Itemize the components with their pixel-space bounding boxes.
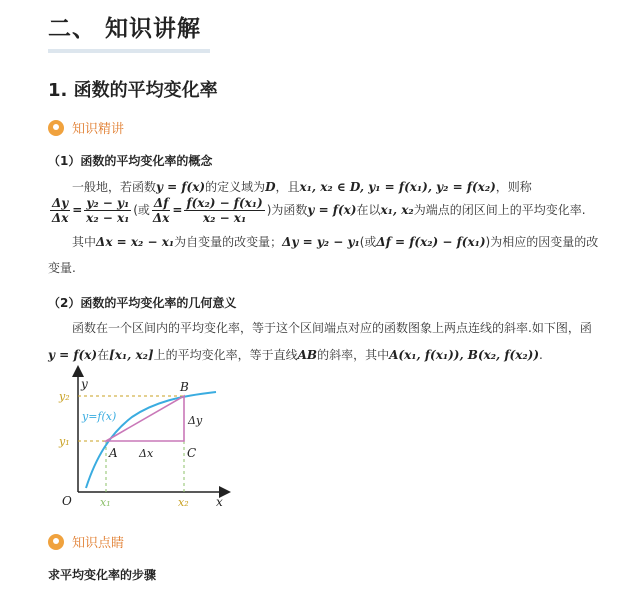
text: )为相应的因变量的改 xyxy=(485,235,599,249)
text: 在 xyxy=(97,348,110,362)
text: 其中 xyxy=(72,235,97,249)
text: ，且 xyxy=(275,180,300,194)
math-points: x₁, x₂ ∈ D, y₁ = f(x₁), y₂ = f(x₂) xyxy=(299,180,496,194)
x1-label: x₁ xyxy=(100,496,111,509)
section-title: 二、 知识讲解 xyxy=(48,16,202,42)
math-delta-y: Δy = y₂ − y₁ xyxy=(282,235,360,249)
text: 上的平均变化率，等于直线 xyxy=(153,348,298,362)
denominator: x₂ − x₁ xyxy=(202,211,247,225)
x-axis-label: x xyxy=(216,495,223,509)
subsection-title: 1. 函数的平均变化率 xyxy=(48,80,218,101)
text: (或 xyxy=(359,235,377,249)
math-delta-x: Δx = x₂ − x₁ xyxy=(96,235,175,249)
concept-heading: （1）函数的平均变化率的概念 xyxy=(48,154,213,168)
text: . xyxy=(539,348,543,362)
definition-line-1 xyxy=(72,178,532,195)
math-function: y = f(x) xyxy=(156,180,206,194)
text: ，则称 xyxy=(495,180,532,194)
text: 一般地，若函数 xyxy=(72,180,157,194)
geometry-line-2 xyxy=(48,346,543,363)
geometry-line-1: 函数在一个区间内的平均变化率，等于这个区间端点对应的函数图象上两点连线的斜率.如下图，函 xyxy=(72,321,592,335)
steps-heading: 求平均变化率的步骤 xyxy=(48,568,157,582)
numerator: Δf xyxy=(153,196,169,210)
text: 为端点的闭区间上的平均变化率. xyxy=(413,203,586,217)
tag-zhishi-dianjing xyxy=(48,532,124,551)
point-a-label: A xyxy=(109,446,118,460)
fraction-df-dx xyxy=(152,196,170,225)
point-b-label: B xyxy=(180,380,189,394)
average-rate-figure xyxy=(50,362,240,512)
denominator: x₂ − x₁ xyxy=(86,211,130,225)
math-endpoints: x₁, x₂ xyxy=(380,203,414,217)
math-delta-f: Δf = f(x₂) − f(x₁) xyxy=(376,235,486,249)
definition-line-2 xyxy=(48,196,586,225)
delta-x-label: Δx xyxy=(139,447,154,460)
math-point-coords: A(x₁, f(x₁)), B(x₂, f(x₂)) xyxy=(389,348,539,362)
origin-label: O xyxy=(62,494,72,508)
y-axis-label: y xyxy=(81,377,88,391)
definition-line-4: 变量. xyxy=(48,261,76,275)
text: 为自变量的改变量； xyxy=(174,235,283,249)
tag-zhishi-jingjiang xyxy=(48,118,124,137)
rate-triangle xyxy=(106,396,184,441)
y2-label: y₂ xyxy=(59,390,70,403)
lightbulb-icon xyxy=(48,120,64,136)
text: )为函数 xyxy=(266,203,308,217)
math-function: y = f(x) xyxy=(307,203,357,217)
y1-label: y₁ xyxy=(59,435,70,448)
numerator: y₂ − y₁ xyxy=(86,196,130,210)
math-function: y = f(x) xyxy=(48,348,98,362)
denominator: Δx xyxy=(152,211,170,225)
numerator: f(x₂) − f(x₁) xyxy=(186,196,263,210)
text: (或 xyxy=(133,203,150,217)
geometry-heading: （2）函数的平均变化率的几何意义 xyxy=(48,296,237,310)
math-interval: [x₁, x₂] xyxy=(109,348,154,362)
fraction-dy-dx xyxy=(50,196,70,225)
math-domain: D xyxy=(265,180,276,194)
delta-y-label: Δy xyxy=(188,414,203,427)
lightbulb-icon xyxy=(48,534,64,550)
math-line-ab: AB xyxy=(297,348,318,362)
x2-label: x₂ xyxy=(178,496,189,509)
text: 的斜率，其中 xyxy=(317,348,390,362)
text: 在以 xyxy=(356,203,381,217)
curve-label: y=f(x) xyxy=(82,410,117,423)
text: 的定义域为 xyxy=(205,180,266,194)
definition-line-3 xyxy=(72,233,598,250)
section-title-underline xyxy=(48,49,210,53)
tag-label: 知识精讲 xyxy=(72,122,125,137)
fraction-y-diff xyxy=(84,196,131,225)
tag-label: 知识点睛 xyxy=(72,536,125,551)
fraction-f-diff xyxy=(184,196,264,225)
numerator: Δy xyxy=(52,196,69,210)
equals: = xyxy=(72,203,83,217)
point-c-label: C xyxy=(187,446,197,460)
equals: = xyxy=(172,203,183,217)
denominator: Δx xyxy=(51,211,69,225)
